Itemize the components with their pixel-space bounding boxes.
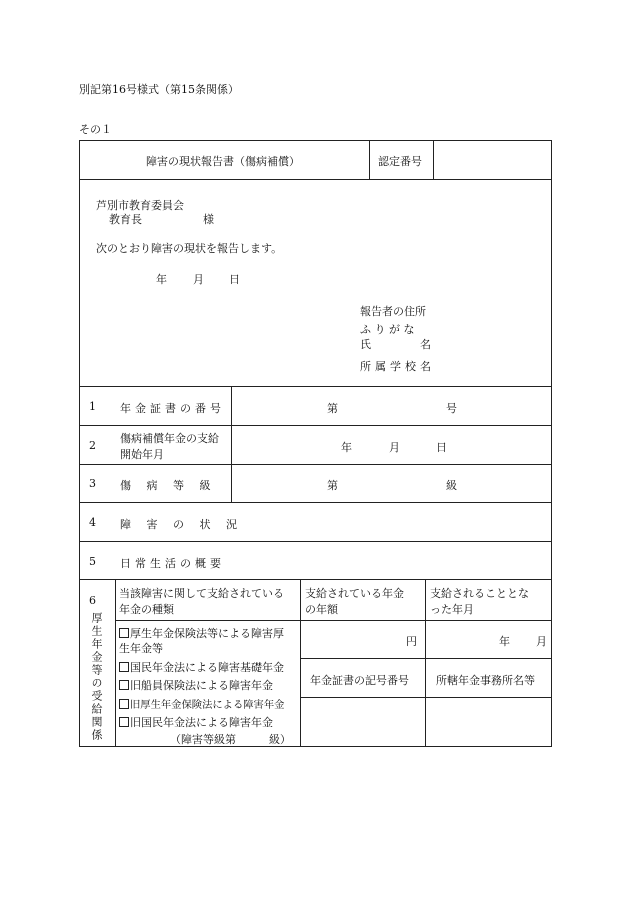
row2-year: 年 — [341, 441, 352, 454]
date-year: 年 — [156, 273, 167, 286]
row1-dai: 第 — [327, 402, 338, 415]
rule — [79, 464, 552, 465]
option-welfare-pension-cont: 生年金等 — [119, 642, 163, 655]
option-old-national[interactable]: 旧国民年金法による障害年金 — [119, 714, 273, 730]
sec6-vertical-label: 厚生年金等の受給関係 — [90, 612, 103, 742]
sec6-col3-header-a: 支給されることとな — [430, 587, 529, 600]
row2-label-b: 開始年月 — [120, 448, 164, 461]
row5-label: 日常生活の概要 — [120, 557, 225, 570]
checkbox[interactable] — [119, 717, 129, 727]
row5-number: 5 — [89, 555, 96, 568]
date-month: 月 — [193, 273, 204, 286]
grade-note: （障害等級第 級） — [170, 733, 291, 746]
option-welfare-pension[interactable]: 厚生年金保険法等による障害厚 — [119, 625, 284, 641]
addressee-title: 教育長 — [109, 213, 142, 226]
name-label-mei: 名 — [420, 338, 431, 351]
row3-dai: 第 — [327, 479, 338, 492]
sec6-col2-header-b: の年額 — [305, 603, 338, 616]
date-tsuki: 月 — [536, 635, 547, 648]
addressee-board: 芦別市教育委員会 — [96, 199, 184, 212]
addressee-sama: 様 — [203, 213, 214, 226]
option-old-seamen[interactable]: 旧船員保険法による障害年金 — [119, 677, 273, 693]
amount-yen: 円 — [406, 635, 417, 648]
cert-symbol-label: 年金証書の記号番号 — [310, 674, 409, 687]
option-national-pension[interactable]: 国民年金法による障害基礎年金 — [119, 659, 284, 675]
rule — [79, 579, 552, 580]
row1-number: 1 — [89, 400, 96, 413]
sec6-left-divider — [115, 579, 116, 747]
reporter-address-label: 報告者の住所 — [360, 305, 426, 318]
row2-month: 月 — [389, 441, 400, 454]
school-label: 所属学校名 — [360, 360, 435, 373]
sec6-label-rule — [300, 697, 552, 698]
checkbox[interactable] — [119, 628, 129, 638]
row4-label: 障 害 の 状 況 — [120, 518, 243, 531]
sec6-amount-rule — [300, 658, 552, 659]
sec6-col3-header-b: った年月 — [430, 603, 474, 616]
sec6-col1-header-b: 年金の種類 — [119, 603, 174, 616]
checkbox[interactable] — [119, 662, 129, 672]
row1-label: 年金証書の番号 — [120, 402, 225, 415]
option-old-welfare[interactable]: 旧厚生年金保険法による障害年金 — [119, 696, 284, 711]
date-nen: 年 — [499, 635, 510, 648]
row4-number: 4 — [89, 516, 96, 529]
title-divider-2 — [433, 140, 434, 180]
sec6-col3-divider — [425, 579, 426, 747]
sec6-col2-header-a: 支給されている年金 — [305, 587, 404, 600]
checkbox[interactable] — [119, 680, 129, 690]
row3-label: 傷 病 等 級 — [120, 479, 217, 492]
form-part-label: その１ — [79, 123, 112, 136]
rule — [79, 541, 552, 542]
cert-number-label: 認定番号 — [378, 155, 422, 168]
date-day: 日 — [229, 273, 240, 286]
pension-office-label: 所轄年金事務所名等 — [436, 674, 535, 687]
sec6-number: 6 — [89, 594, 96, 607]
row-divider — [231, 386, 232, 502]
report-statement: 次のとおり障害の現状を報告します。 — [96, 242, 283, 255]
sec6-col2-divider — [300, 579, 301, 747]
row2-day: 日 — [436, 441, 447, 454]
furigana-label: ふ り が な — [360, 323, 415, 336]
sec6-col1-header-a: 当該障害に関して支給されている — [119, 587, 284, 600]
cert-number-field[interactable] — [436, 143, 548, 177]
rule — [79, 425, 552, 426]
checkbox[interactable] — [119, 699, 129, 709]
row1-go: 号 — [446, 402, 457, 415]
title-divider-1 — [369, 140, 370, 180]
row3-number: 3 — [89, 477, 96, 490]
rule — [79, 502, 552, 503]
form-title: 障害の現状報告書（傷病補償） — [146, 155, 300, 168]
row3-kyu: 級 — [446, 479, 457, 492]
sec6-header-rule — [115, 620, 552, 621]
row2-number: 2 — [89, 439, 96, 452]
name-label-shi: 氏 — [360, 338, 371, 351]
rule — [79, 386, 552, 387]
form-reference: 別記第16号様式（第15条関係） — [79, 83, 239, 96]
row2-label-a: 傷病補償年金の支給 — [120, 432, 219, 445]
